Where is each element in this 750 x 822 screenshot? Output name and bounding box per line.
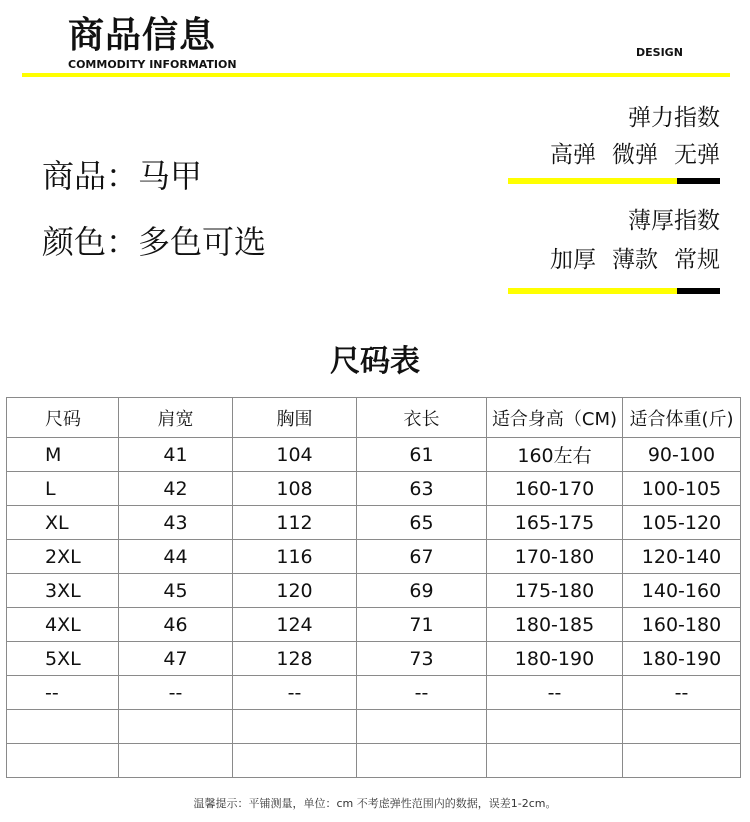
cell-height: 175-180 [487, 574, 623, 608]
thickness-index-options [534, 245, 720, 275]
size-table-title: 尺码表 [330, 344, 420, 379]
cell-shoulder [119, 710, 233, 744]
cell-length: 73 [357, 642, 487, 676]
header-weight: 适合体重(斤) [623, 398, 741, 438]
thickness-option-thick: 加厚 [550, 247, 596, 273]
cell-height [487, 710, 623, 744]
elastic-scale-marker [677, 178, 720, 184]
elastic-option-high: 高弹 [550, 142, 596, 168]
cell-length: 71 [357, 608, 487, 642]
cell-chest: 120 [233, 574, 357, 608]
product-info [42, 156, 202, 196]
header-chest: 胸围 [233, 398, 357, 438]
cell-shoulder: 43 [119, 506, 233, 540]
cell-height: 180-190 [487, 642, 623, 676]
table-row [7, 438, 741, 472]
page-title: 商品信息 [68, 15, 217, 56]
elastic-index-options [534, 140, 720, 170]
cell-size: 3XL [7, 574, 119, 608]
thickness-option-regular: 常规 [674, 247, 720, 273]
table-row [7, 506, 741, 540]
cell-length: 69 [357, 574, 487, 608]
header-height: 适合身高（CM) [487, 398, 623, 438]
thickness-scale-bar [508, 288, 720, 294]
thickness-option-thin: 薄款 [612, 247, 658, 273]
cell-length: 61 [357, 438, 487, 472]
cell-chest: 128 [233, 642, 357, 676]
cell-height: 160左右 [487, 438, 623, 472]
cell-weight: 100-105 [623, 472, 741, 506]
footnote: 温馨提示：平铺测量，单位：cm 不考虑弹性范围内的数据，误差1-2cm。 [193, 797, 557, 810]
cell-size [7, 744, 119, 778]
cell-height: 160-170 [487, 472, 623, 506]
cell-weight: 120-140 [623, 540, 741, 574]
table-row [7, 540, 741, 574]
cell-weight [623, 744, 741, 778]
cell-weight [623, 710, 741, 744]
header-length: 衣长 [357, 398, 487, 438]
cell-chest: 112 [233, 506, 357, 540]
table-row [7, 574, 741, 608]
table-row [7, 744, 741, 778]
cell-weight: 160-180 [623, 608, 741, 642]
product-value: 马甲 [138, 157, 203, 195]
header-shoulder: 肩宽 [119, 398, 233, 438]
cell-chest [233, 710, 357, 744]
cell-size: 2XL [7, 540, 119, 574]
color-label: 颜色： [42, 223, 139, 261]
cell-length: 65 [357, 506, 487, 540]
cell-height: -- [487, 676, 623, 710]
cell-weight: 90-100 [623, 438, 741, 472]
cell-length [357, 710, 487, 744]
cell-weight: 105-120 [623, 506, 741, 540]
product-label: 商品： [42, 157, 139, 195]
table-row [7, 676, 741, 710]
table-row [7, 642, 741, 676]
cell-size [7, 710, 119, 744]
elastic-scale-bar [508, 178, 720, 184]
cell-height [487, 744, 623, 778]
cell-chest: 124 [233, 608, 357, 642]
table-row [7, 472, 741, 506]
cell-weight: 180-190 [623, 642, 741, 676]
cell-length [357, 744, 487, 778]
size-table [6, 397, 741, 778]
cell-shoulder: 42 [119, 472, 233, 506]
cell-chest: 108 [233, 472, 357, 506]
thickness-index-title: 薄厚指数 [628, 208, 720, 234]
cell-shoulder [119, 744, 233, 778]
cell-shoulder: 41 [119, 438, 233, 472]
cell-length: 63 [357, 472, 487, 506]
page-subtitle: COMMODITY INFORMATION [68, 58, 237, 71]
cell-size: -- [7, 676, 119, 710]
color-info [42, 222, 266, 262]
table-row [7, 710, 741, 744]
cell-length: -- [357, 676, 487, 710]
elastic-option-slight: 微弹 [612, 142, 658, 168]
table-header-row [7, 398, 741, 438]
cell-size: 5XL [7, 642, 119, 676]
cell-weight: 140-160 [623, 574, 741, 608]
cell-weight: -- [623, 676, 741, 710]
cell-height: 180-185 [487, 608, 623, 642]
cell-chest: 116 [233, 540, 357, 574]
cell-size: XL [7, 506, 119, 540]
cell-height: 170-180 [487, 540, 623, 574]
header-divider [22, 73, 730, 77]
cell-chest: 104 [233, 438, 357, 472]
elastic-option-none: 无弹 [674, 142, 720, 168]
cell-size: M [7, 438, 119, 472]
cell-shoulder: 47 [119, 642, 233, 676]
cell-length: 67 [357, 540, 487, 574]
thickness-scale-marker [677, 288, 720, 294]
design-label: DESIGN [636, 46, 683, 59]
cell-height: 165-175 [487, 506, 623, 540]
elastic-index-title: 弹力指数 [628, 105, 720, 131]
color-value: 多色可选 [138, 223, 267, 261]
table-row [7, 608, 741, 642]
cell-shoulder: 45 [119, 574, 233, 608]
cell-size: 4XL [7, 608, 119, 642]
cell-shoulder: 46 [119, 608, 233, 642]
cell-chest: -- [233, 676, 357, 710]
header-size: 尺码 [7, 398, 119, 438]
cell-shoulder: 44 [119, 540, 233, 574]
cell-shoulder: -- [119, 676, 233, 710]
cell-size: L [7, 472, 119, 506]
cell-chest [233, 744, 357, 778]
